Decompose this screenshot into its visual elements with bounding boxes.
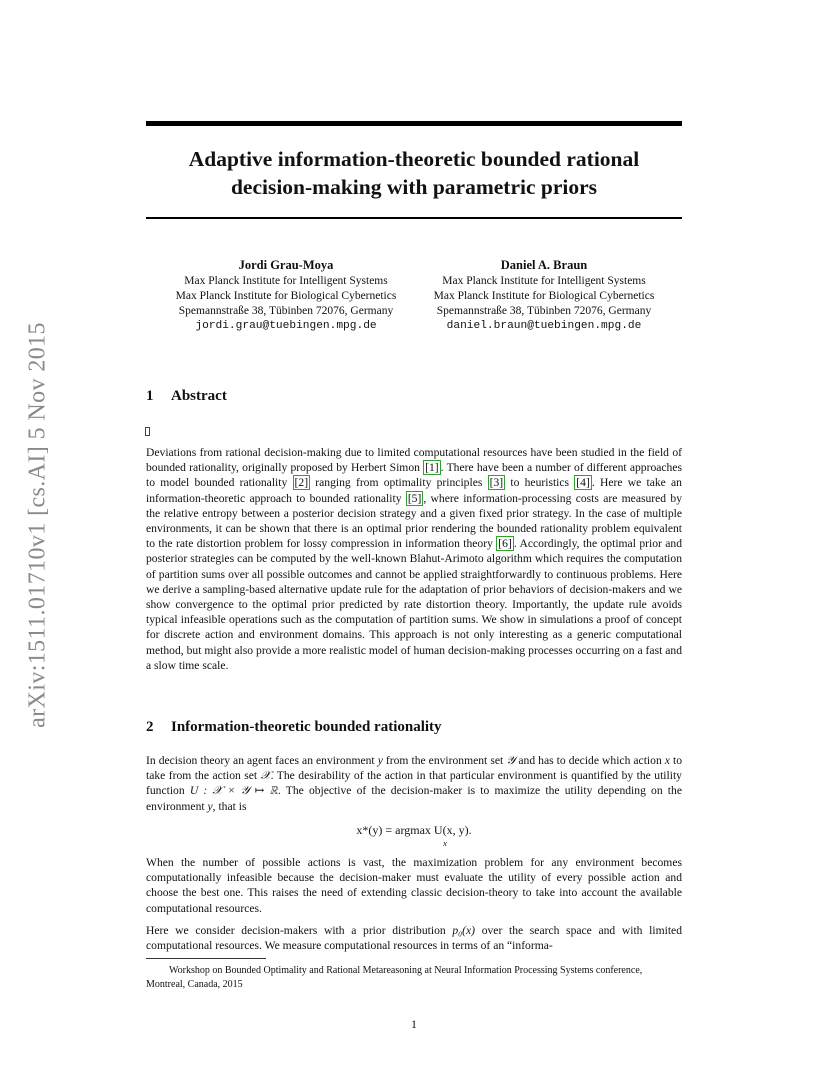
equation-text: x*(y) = argmax U(x, y). <box>356 823 472 837</box>
title-top-rule <box>146 121 682 126</box>
section-2-heading <box>146 719 442 736</box>
abstract-text-run: . Accordingly, the optimal prior and posterior strategies can be computed by the well-known Blahut-Arimoto algorithm which requires the computation of partition sums over all possible outcomes and cannot be applied straightforwardly to continuous problems. Here we derive a sampling-based alternative update rule for the adaptation of prior behaviors of decision-makers and we show convergence to the optimal prior predicted by rate distortion theory. Importantly, the update rule avoids typical infeasible operations such as the computation of partition sums. We show in simulations a proof of concept for discrete action and environment domains. This approach is not only interesting as a generic computational method, but might also provide a more realistic model of human decision-making processes occurring on a fast and a slow time scale. <box>146 537 682 672</box>
author-affiliation: Max Planck Institute for Intelligent Systems <box>442 275 646 287</box>
text-run: Here we consider decision-makers with a prior distribution <box>146 924 453 937</box>
section-title: Abstract <box>171 388 227 404</box>
abstract-text-run: . There have been a number of different approaches to model bounded rationality <box>146 461 682 490</box>
text-run: . The objective of the decision-maker is to maximize the utility depending on the environment <box>146 784 682 813</box>
equation-subscript: x <box>443 838 447 848</box>
citation-link[interactable]: [1] <box>425 461 439 475</box>
author-address: Spemannstraße 38, Tübinben 72076, Germany <box>436 305 652 317</box>
text-run: . The desirability of the action in that particular environment is quantified by the utility function <box>146 769 682 798</box>
author-email[interactable]: daniel.braun@tuebingen.mpg.de <box>446 320 642 332</box>
section-2-paragraph-1 <box>146 753 682 814</box>
text-run: to take from the action set <box>146 754 683 783</box>
math-inline: y <box>377 754 383 767</box>
author-affiliation: Max Planck Institute for Intelligent Systems <box>184 275 388 287</box>
text-run: In decision theory an agent faces an environment <box>146 754 378 767</box>
author-address: Spemannstraße 38, Tübinben 72076, Germany <box>178 305 394 317</box>
text-run: from the environment set <box>382 754 507 767</box>
citation-link[interactable]: [2] <box>294 476 309 490</box>
abstract-text <box>146 445 682 673</box>
section-2-paragraph-2: When the number of possible actions is vast, the maximization problem for any environment becomes computationally infeasible because the decision-maker must evaluate the utility of every possible action and choose the best one. This raises the need of extending classic decision-theory to take into account the available computational resources. <box>146 856 682 915</box>
section-title: Information-theoretic bounded rationality <box>171 719 442 735</box>
citation-link[interactable]: [3] <box>489 476 504 490</box>
math-inline: U : 𝒳 × 𝒴 ↦ ℝ <box>189 784 278 798</box>
footnote: Workshop on Bounded Optimality and Rational Metareasoning at Neural Information Processing Systems conference, Montreal, Canada, 2015 <box>146 965 643 990</box>
math-inline: y <box>207 799 213 813</box>
text-run: over the search space and with limited computational resources. We measure computational resources in terms of an “informa- <box>146 924 682 953</box>
math-inline: x <box>664 754 670 767</box>
math-inline: 𝒴 <box>506 754 516 767</box>
abstract-text-run: to heuristics <box>505 476 575 490</box>
section-2-paragraph-3 <box>146 923 682 953</box>
paper-title <box>146 145 682 201</box>
annotation-marker <box>145 427 150 436</box>
author-affiliation: Max Planck Institute for Biological Cybernetics <box>175 290 397 302</box>
citation-link[interactable]: [5] <box>407 491 422 505</box>
abstract-text-run: ranging from optimality principles <box>310 476 488 490</box>
arxiv-stamp: arXiv:1511.01710v1 [cs.AI] 5 Nov 2015 <box>24 322 51 728</box>
display-equation <box>146 823 682 848</box>
footnote-rule <box>146 958 266 959</box>
title-bottom-rule <box>146 217 682 219</box>
author-name: Daniel A. Braun <box>500 258 588 272</box>
abstract-text-run: , where information-processing costs are measured by the relative entropy between a posterior decision strategy and a given fixed prior strategy. In the case of multiple environments, it can be shown that there is an optimal prior rendering the bounded rationality problem equivalent to the rate distortion problem for lossy compression in information theory <box>146 491 682 551</box>
abstract-text-run: Deviations from rational decision-making due to limited computational resources have been studied in the field of bounded rationality, originally proposed by Herbert Simon <box>146 446 682 475</box>
author-name: Jordi Grau-Moya <box>238 258 334 272</box>
author-block-1 <box>156 258 416 334</box>
section-number: 2 <box>146 719 154 735</box>
author-email[interactable]: jordi.grau@tuebingen.mpg.de <box>195 320 377 332</box>
text-run: , that is <box>212 799 247 813</box>
math-inline: p₀(x) <box>452 924 476 937</box>
section-number: 1 <box>146 388 154 404</box>
citation-link[interactable]: [4] <box>576 476 590 490</box>
author-affiliation: Max Planck Institute for Biological Cybernetics <box>433 290 655 302</box>
page-number: 1 <box>411 1017 417 1031</box>
citation-link[interactable]: [6] <box>498 537 512 551</box>
abstract-text-run: . Here we take an information-theoretic approach to bounded rationality <box>146 476 682 505</box>
title-line-2: decision-making with parametric priors <box>230 175 598 199</box>
author-block-2 <box>414 258 674 334</box>
title-line-1: Adaptive information-theoretic bounded rational <box>188 147 640 171</box>
abstract-heading <box>146 388 227 405</box>
math-inline: 𝒳 <box>260 769 271 783</box>
text-run: and has to decide which action <box>515 754 665 767</box>
